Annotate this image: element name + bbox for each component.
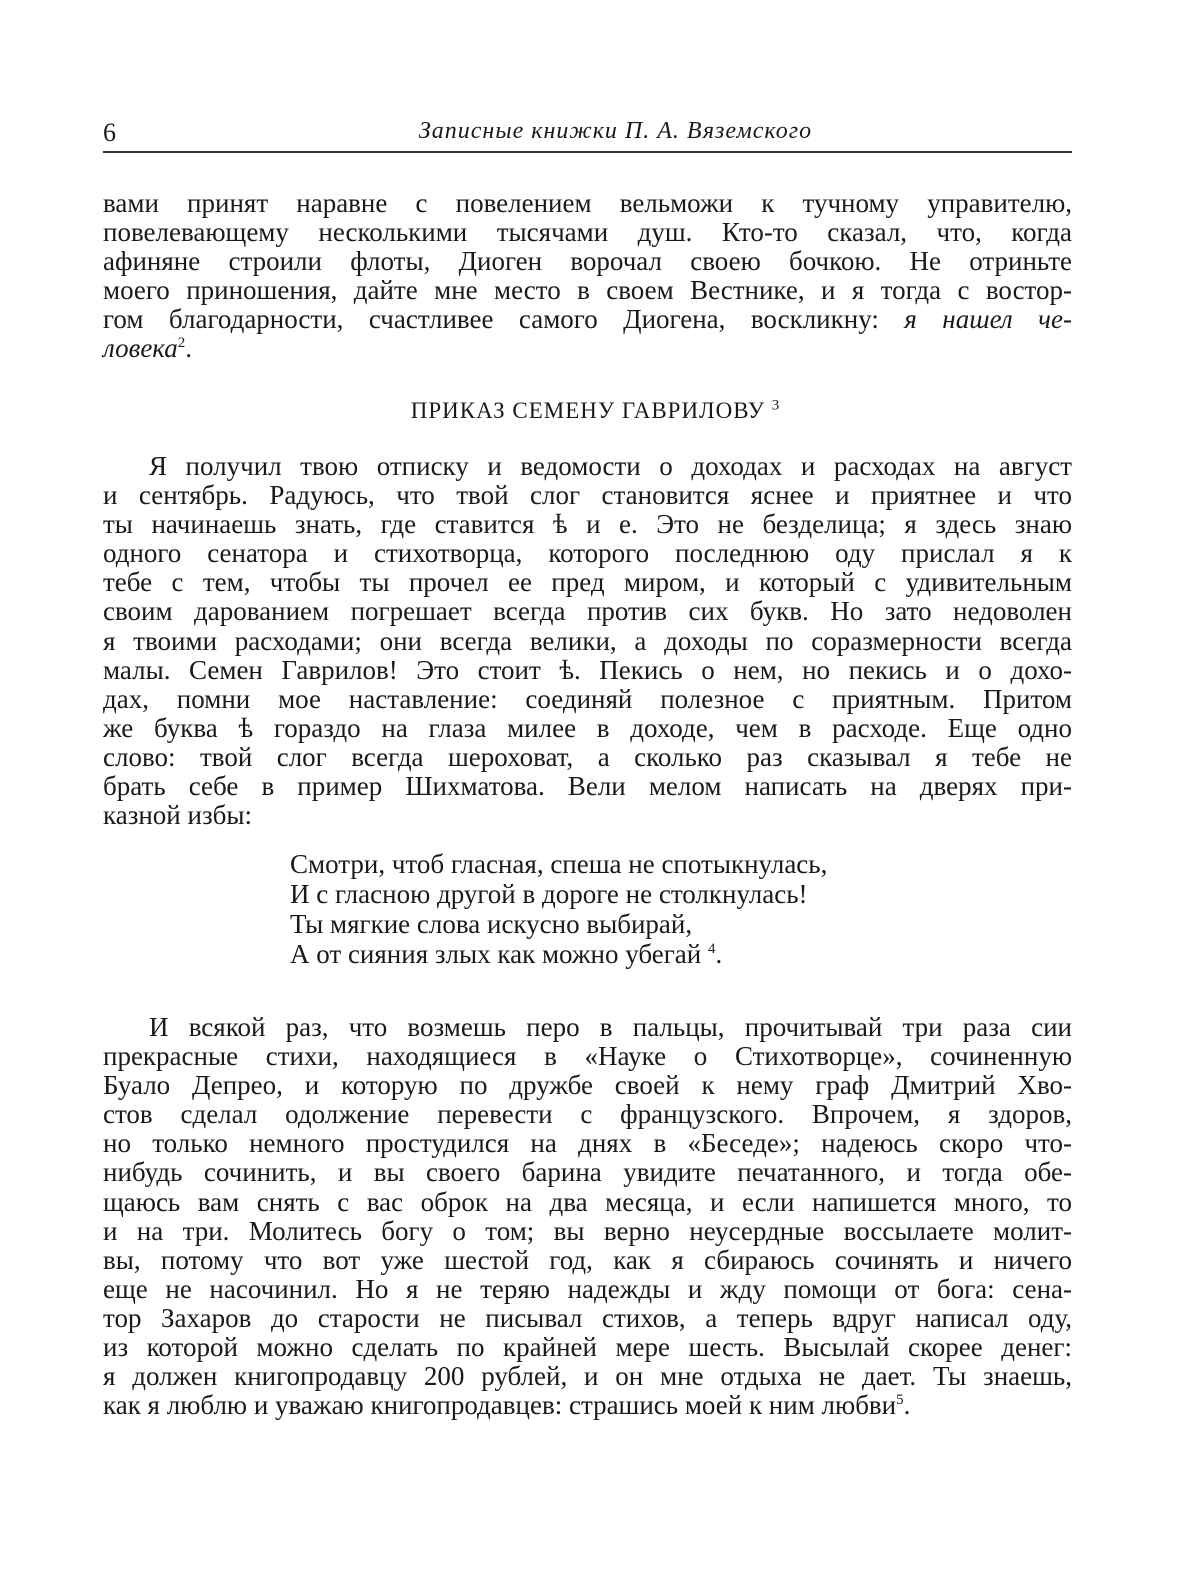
footnote-ref: 3 (771, 397, 781, 414)
heading-title: ПРИКАЗ СЕМЕНУ ГАВРИЛОВУ (410, 398, 766, 423)
text: . (903, 1390, 911, 1421)
poem-line: Смотри, чтоб гласная, спеша не спотыкнулась, (290, 849, 828, 879)
text-line: вы, потому что вот уже шестой год, как я сбираюсь сочинять и ничего (103, 1244, 1072, 1275)
text-line: из которой можно сделать по крайней мере шесть. Высылай скорее денег: (103, 1332, 1072, 1363)
text-line (103, 305, 1072, 334)
text-line: афиняне строили флоты, Диоген ворочал своею бочкою. Не отриньте (103, 246, 1072, 277)
italic-quote: ловека (103, 333, 178, 364)
footnote-ref: 2 (177, 335, 186, 352)
paragraph-2 (103, 452, 1072, 830)
text-line: я должен книгопродавцу 200 рублей, и он мне отдыха не дает. Ты знаешь, (103, 1361, 1072, 1392)
text: как я люблю и уважаю книгопродавцев: страшись моей к ним любви (103, 1390, 897, 1421)
text-line: Буало Депрео, и которую по дружбе своей к нему граф Дмитрий Хво- (103, 1070, 1072, 1101)
text-line: дах, помни мое наставление: соединяй полезное с приятным. Притом (103, 683, 1072, 714)
text-line: еще не насочинил. Но я не теряю надежды и жду помощи от бога: сена- (103, 1273, 1072, 1304)
text-line: нибудь сочинить, и вы своего барина увидите печатанного, и тогда обе- (103, 1157, 1072, 1188)
text-line: ты начинаешь знать, где ставится ѣ и е. Это не безделица; я здесь знаю (103, 509, 1072, 540)
text-line: щаюсь вам снять с вас оброк на два месяца, и если напишется много, то (103, 1186, 1072, 1217)
text-line: прекрасные стихи, находящиеся в «Науке о Стихотворце», сочиненную (103, 1041, 1072, 1072)
text-line (103, 334, 1072, 363)
footnote-ref: 5 (896, 1392, 904, 1409)
header-rule (103, 151, 1072, 153)
text-line: вами принят наравне с повелением вельможи к тучному управителю, (103, 188, 1072, 218)
text: . (185, 333, 193, 364)
poem (290, 849, 827, 969)
text-line: моего приношения, дайте мне место в своем Вестнике, и я тогда с востор- (103, 275, 1072, 306)
text-line: я твоими расходами; они всегда велики, а доходы по соразмерности всегда (103, 625, 1072, 656)
text-line: Я получил твою отписку и ведомости о доходах и расходах на август (149, 451, 1072, 481)
text-line (103, 1391, 1072, 1420)
paragraph-1 (103, 189, 1072, 364)
text-line: брать себе в пример Шихматова. Вели мелом написать на дверях при- (103, 771, 1072, 802)
text-line: же буква ѣ гораздо на глаза милее в доходе, чем в расходе. Еще одно (103, 712, 1072, 743)
poem-line: И с гласною другой в дороге не столкнулась! (290, 879, 808, 909)
text: гом благодарности, счастливее самого Диогена, воскликну: (103, 304, 905, 335)
poem-line: Ты мягкие слова искусно выбирай, (290, 909, 693, 939)
running-title: Записные книжки П. А. Вяземского (418, 118, 813, 144)
italic-quote: я нашел че- (904, 304, 1072, 335)
text-line: тебе с тем, чтобы ты прочел ее пред миром, и который с удивительным (103, 567, 1072, 598)
text-line: одного сенатора и стихотворца, которого последнюю оду прислал я к (103, 538, 1072, 569)
text-line: тор Захаров до старости не писывал стихов, а теперь вдруг написал оду, (103, 1302, 1072, 1333)
text-line: повелевающему несколькими тысячами душ. Кто-то сказал, что, когда (103, 217, 1072, 248)
text-line: и на три. Молитесь богу о том; вы верно неусердные воссылаете молит- (103, 1215, 1072, 1246)
section-heading (0, 398, 1191, 424)
footnote-ref: 4 (708, 941, 716, 957)
page-number: 6 (103, 118, 116, 147)
text: А от сияния злых как можно убегай (290, 939, 702, 969)
text-line: малы. Семен Гаврилов! Это стоит ѣ. Пекись о нем, но пекись и о дохо- (103, 654, 1072, 685)
text-line: слово: твой слог всегда шероховат, а сколько раз сказывал я тебе не (103, 741, 1072, 772)
text-line: стов сделал одолжение перевести с французского. Впрочем, я здоров, (103, 1099, 1072, 1130)
text-line: И всякой раз, что возмешь перо в пальцы, прочитывай три раза сии (149, 1012, 1072, 1042)
text-line: своим дарованием погрешает всегда против сих букв. Но зато недоволен (103, 596, 1072, 627)
text: . (715, 939, 723, 969)
poem-line (290, 939, 827, 969)
text-line: и сентябрь. Радуюсь, что твой слог становится яснее и приятнее и что (103, 480, 1072, 511)
text-line: но только немного простудился на днях в «Беседе»; надеюсь скоро что- (103, 1128, 1072, 1159)
text-line: казной избы: (103, 800, 253, 831)
paragraph-3 (103, 1013, 1072, 1420)
